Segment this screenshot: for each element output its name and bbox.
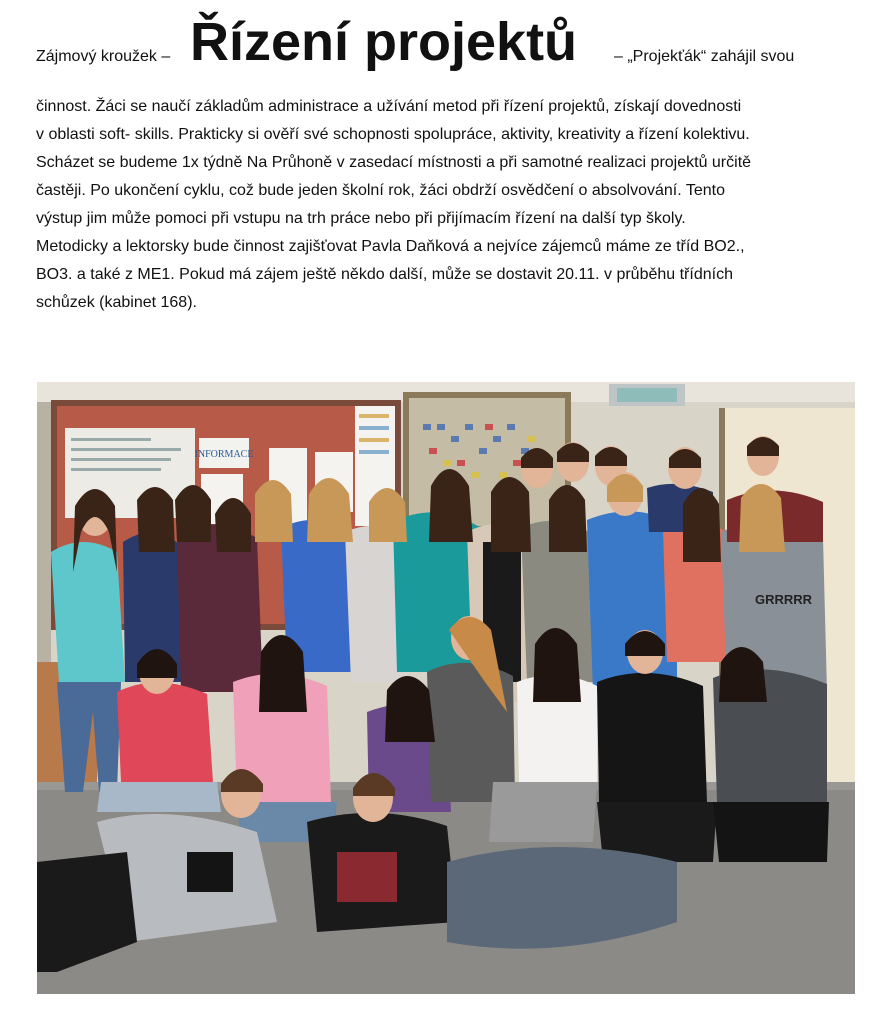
heading-prefix: Zájmový kroužek – [36, 48, 171, 65]
article-body [36, 93, 856, 317]
body-line: činnost. Žáci se naučí základům administrace a užívání metod při řízení projektů, získají dovednosti [36, 98, 742, 115]
body-line: Metodicky a lektorsky bude činnost zajišťovat Pavla Daňková a nejvíce zájemců máme ze tříd BO2., [36, 238, 745, 255]
body-line: častěji. Po ukončení cyklu, což bude jeden školní rok, žáci obdrží osvědčení o absolvování. Tento [36, 182, 725, 199]
body-line: v oblasti soft- skills. Prakticky si ověří své schopnosti spolupráce, aktivity, kreativity a řízení kolektivu. [36, 126, 750, 143]
page-title: Řízení projektů [190, 12, 578, 72]
body-line: BO3. a také z ME1. Pokud má zájem ještě někdo další, může se dostavit 20.11. v průběhu třídních [36, 266, 733, 283]
heading-line [36, 6, 836, 86]
board-sign-text: INFORMACE [194, 449, 254, 460]
shirt-text: GRRRRR [755, 592, 813, 607]
body-line: výstup jim může pomoci při vstupu na trh práce nebo při přijímacím řízení na další typ školy. [36, 210, 686, 227]
body-line: Scházet se budeme 1x týdně Na Průhoně v zasedací místnosti a při samotné realizaci projektů určitě [36, 154, 752, 171]
group-photo-illustration [37, 382, 855, 994]
group-photo [37, 382, 855, 994]
heading-suffix: – „Projekťák“ zahájil svou [614, 48, 795, 65]
body-line: schůzek (kabinet 168). [36, 294, 197, 311]
